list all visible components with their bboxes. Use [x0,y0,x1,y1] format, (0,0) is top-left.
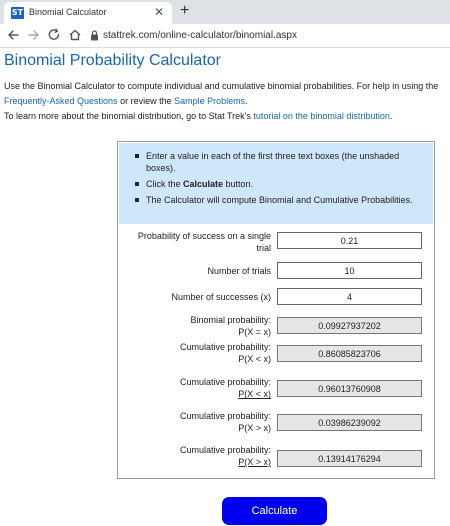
cumulative-gt-label [121,410,271,434]
cumulative-le-label-line2 [121,388,271,400]
binomial-probability-output [277,317,422,334]
back-arrow-icon[interactable] [6,28,20,42]
number-of-trials-label: Number of trials [207,266,271,276]
instruction-item-1: Enter a value in each of the first three text boxes (the unshaded boxes). [133,150,427,174]
forward-arrow-icon[interactable] [27,28,41,42]
tutorial-link[interactable]: tutorial on the binomial distribution [253,111,390,121]
binomial-probability-label-line1: Binomial probability: [190,315,271,325]
stattrek-favicon-icon: ST [11,8,24,17]
intro-or-review: or review the [117,96,175,106]
success-probability-label [121,230,271,254]
intro-period: . [245,96,248,106]
intro-line-3-prefix: To learn more about the binomial distribution, go to Stat Trek's [4,111,254,121]
calculate-button[interactable]: Calculate [222,497,327,525]
cumulative-ge-label [121,444,271,468]
intro-text [4,79,450,124]
sample-problems-link[interactable]: Sample Problems [174,96,246,106]
cumulative-ge-symbol: P(X > x) [238,457,271,467]
cumulative-lt-label [121,341,271,365]
instructions-box [119,143,433,224]
cumulative-ge-label-line1: Cumulative probability: [179,445,271,455]
instruction-2-bold: Calculate [183,179,224,189]
binomial-probability-label [121,314,271,338]
browser-tab-strip [0,0,450,24]
lock-icon[interactable] [90,30,99,41]
cumulative-lt-output [277,345,422,362]
number-of-successes-label: Number of successes (x) [171,292,271,302]
tab-title: Binomial Calculator [29,7,107,17]
intro-line-2 [4,94,450,109]
calculator-panel [117,141,435,479]
cumulative-le-symbol: P(X < x) [238,389,271,399]
cumulative-le-label-line1: Cumulative probability: [179,377,271,387]
success-probability-input[interactable] [277,232,422,249]
home-icon[interactable] [68,28,82,42]
close-tab-icon[interactable]: ✕ [154,5,165,19]
new-tab-plus-icon[interactable]: + [180,2,190,19]
cumulative-ge-output [277,450,422,467]
cumulative-gt-output [277,414,422,431]
instruction-2-suffix: button. [223,179,254,189]
instruction-item-3: The Calculator will compute Binomial and Cumulative Probabilities. [133,194,427,206]
number-of-successes-input[interactable] [277,288,422,305]
cumulative-gt-label-line1: Cumulative probability: [179,411,271,421]
instruction-item-2 [133,178,427,190]
cumulative-le-label [121,376,271,400]
number-of-trials-input[interactable] [277,262,422,279]
success-probability-label-line2: trial [256,243,271,253]
faq-link[interactable]: Frequently-Asked Questions [4,96,118,106]
cumulative-lt-label-line1: Cumulative probability: [179,342,271,352]
reload-icon[interactable] [47,28,61,42]
address-bar-url[interactable]: stattrek.com/online-calculator/binomial.aspx [103,30,297,41]
intro-period-2: . [389,111,393,121]
success-probability-label-line1: Probability of success on a single [137,231,271,241]
cumulative-gt-label-line2: P(X > x) [238,423,271,433]
intro-line-3 [4,109,450,124]
cumulative-ge-label-line2 [121,456,271,468]
intro-line-1: Use the Binomial Calculator to compute individual and cumulative binomial probabilities. For help in using the [4,81,439,91]
browser-toolbar [0,24,450,48]
page-title: Binomial Probability Calculator [4,52,221,69]
cumulative-lt-label-line2: P(X < x) [238,354,271,364]
instruction-2-prefix: Click the [146,179,184,189]
browser-tab[interactable] [4,2,172,24]
binomial-probability-label-line2: P(X = x) [238,327,271,337]
cumulative-le-output [277,380,422,397]
